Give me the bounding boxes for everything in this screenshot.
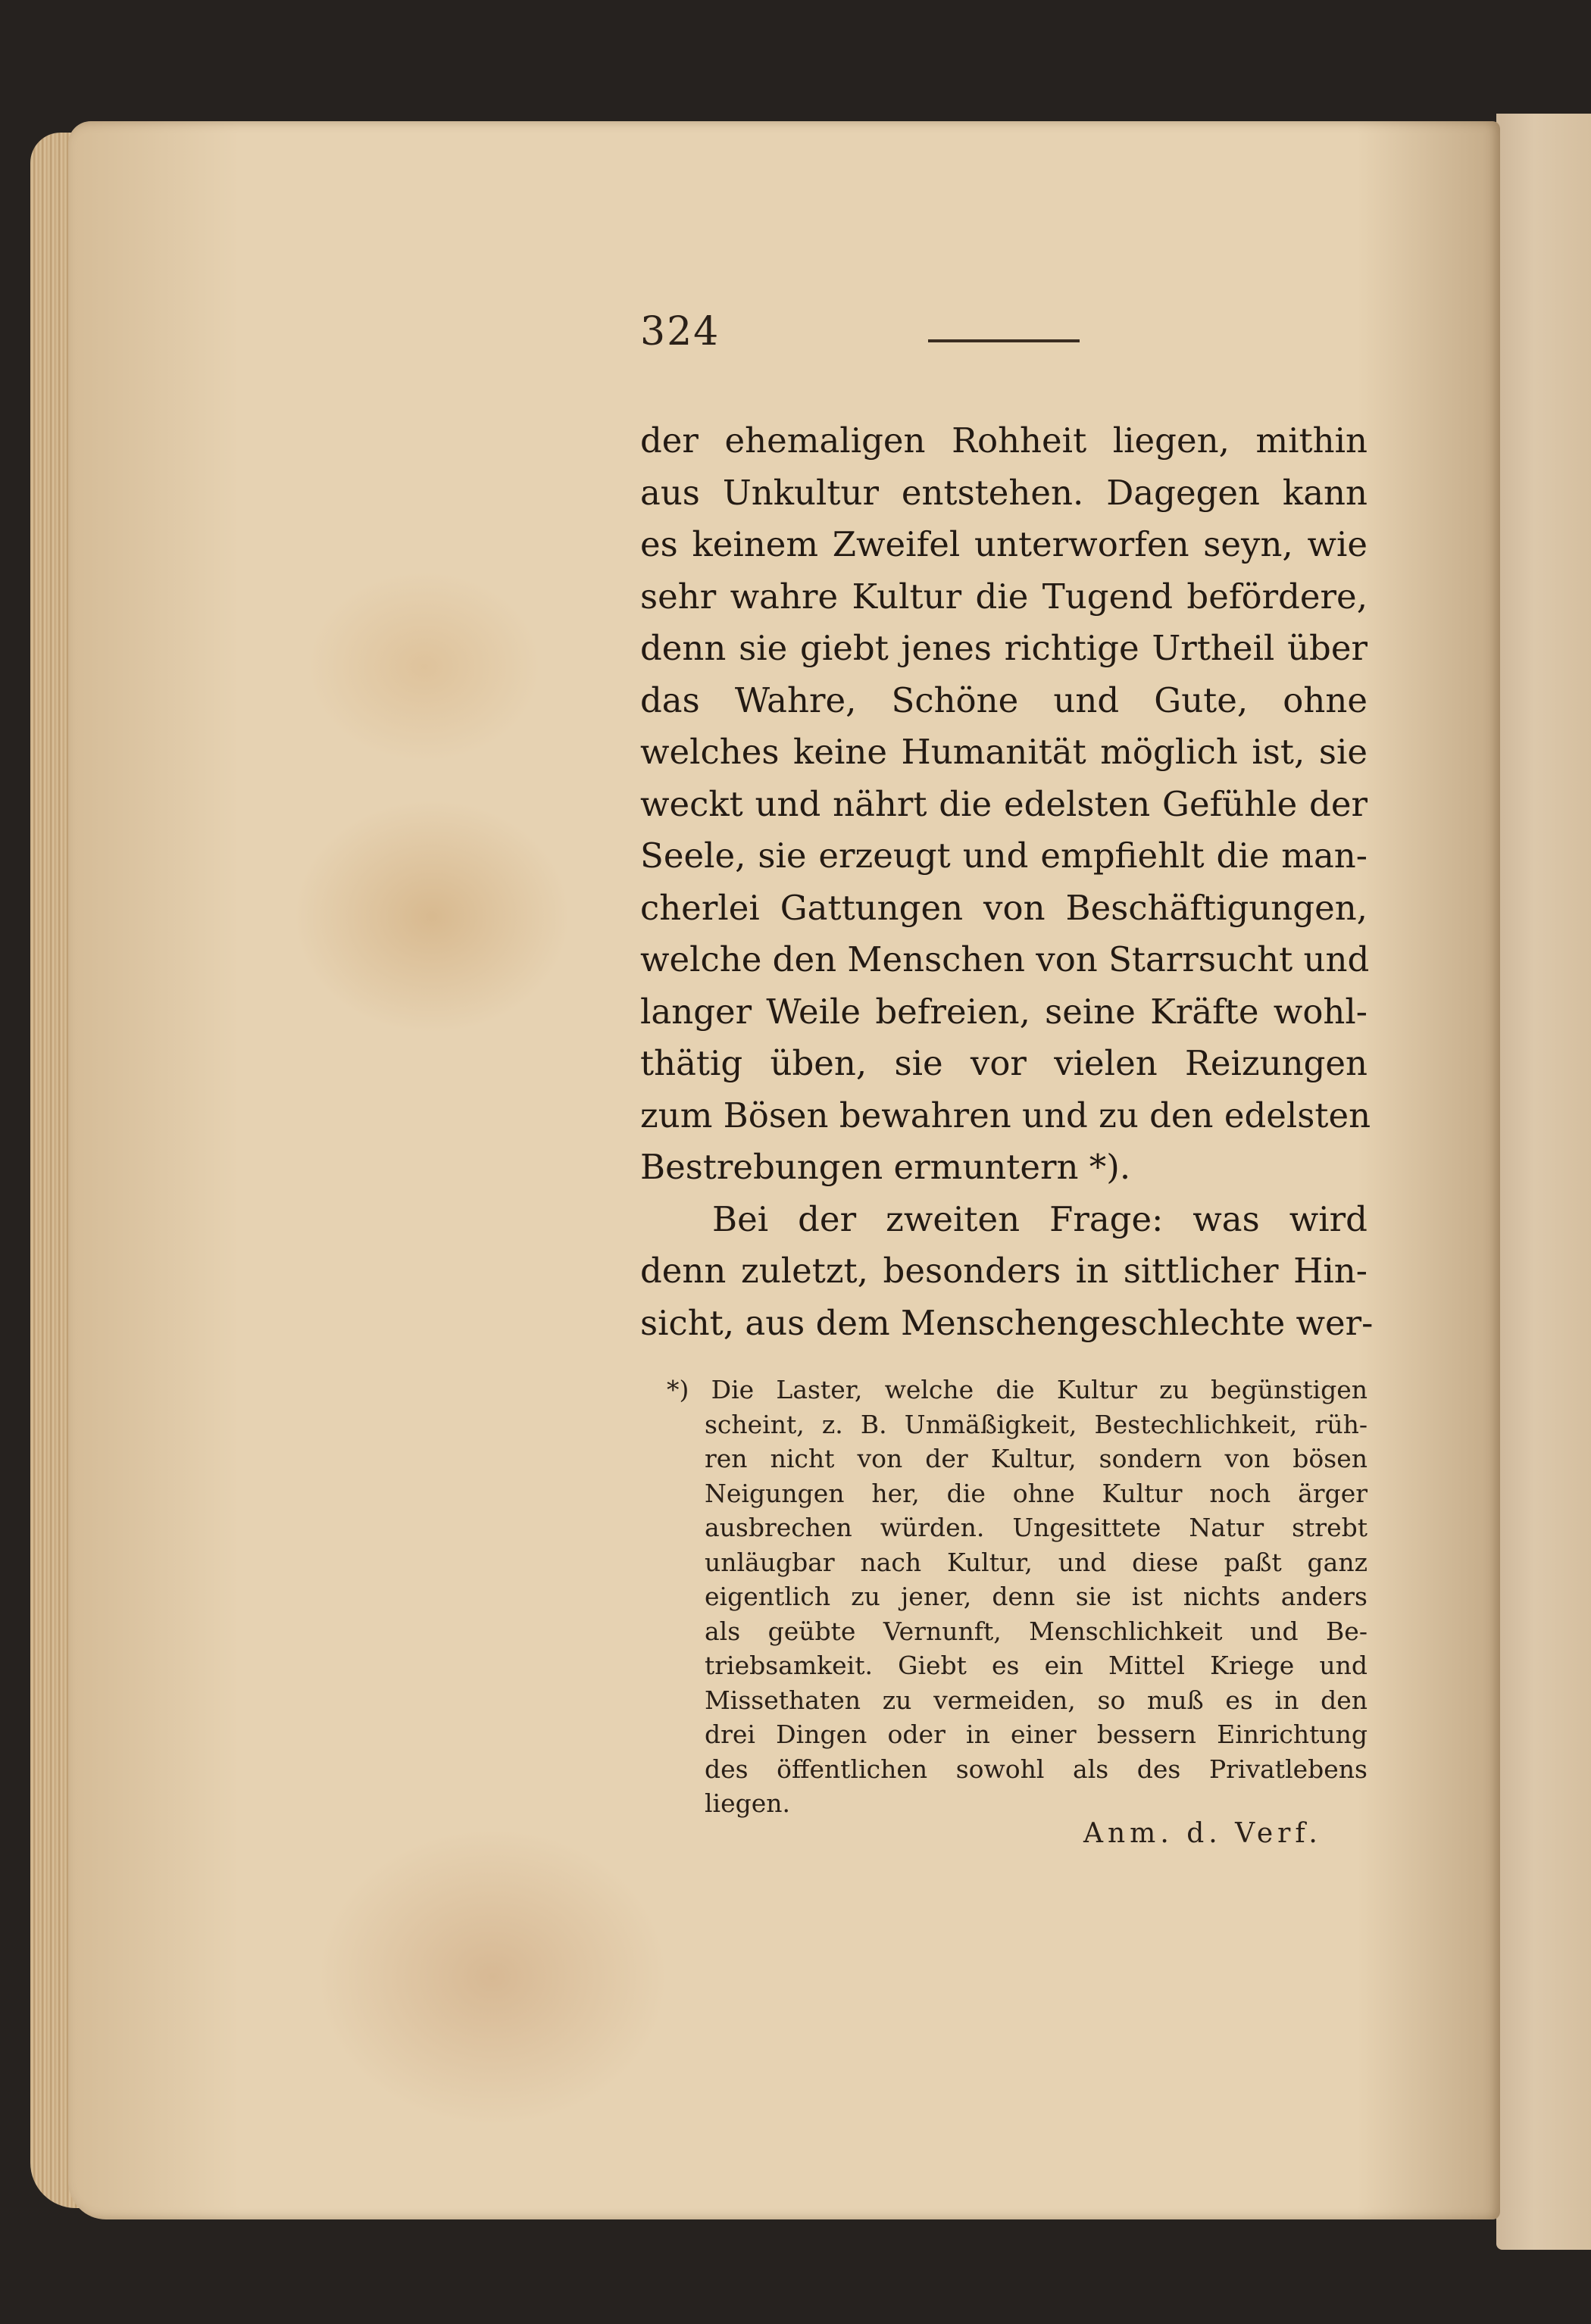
body-line: Bei der zweiten Frage: was wird [712, 1198, 1368, 1239]
footnote-line: eigentlich zu jener, denn sie ist nichts anders [705, 1582, 1368, 1611]
body-line: langer Weile befreien, seine Kräfte wohl- [640, 991, 1368, 1032]
footnote-line: als geübte Vernunft, Menschlichkeit und Be- [705, 1616, 1368, 1646]
footnote-line: des öffentlichen sowohl als des Privatlebens [705, 1754, 1368, 1784]
body-line: cherlei Gattungen von Beschäftigungen, [640, 887, 1368, 928]
body-line: sehr wahre Kultur die Tugend befördere, [640, 576, 1368, 617]
body-line: Bestrebungen ermuntern *). [640, 1147, 1131, 1187]
body-line: zum Bösen bewahren und zu den edelsten [640, 1095, 1371, 1135]
body-line: das Wahre, Schöne und Gute, ohne [640, 679, 1368, 720]
body-line: sicht, aus dem Menschengeschlechte wer- [640, 1302, 1374, 1343]
body-line: denn zuletzt, besonders in sittlicher Hin- [640, 1251, 1368, 1291]
body-line: denn sie giebt jenes richtige Urtheil über [640, 628, 1368, 668]
footnote-line: triebsamkeit. Giebt es ein Mittel Kriege und [705, 1651, 1368, 1680]
footnote-line: *) Die Laster, welche die Kultur zu begünstigen [667, 1375, 1368, 1404]
body-line: Seele, sie erzeugt und empfiehlt die man- [640, 836, 1368, 876]
footnote-line: unläugbar nach Kultur, und diese paßt ganz [705, 1547, 1368, 1577]
body-line: welche den Menschen von Starrsucht und [640, 939, 1370, 979]
footnote [667, 1373, 1368, 1821]
header-rule [928, 339, 1080, 342]
footnote-line: Neigungen her, die ohne Kultur noch ärger [705, 1478, 1368, 1508]
footnote-line: drei Dingen oder in einer bessern Einrichtung [705, 1720, 1368, 1749]
body-line: weckt und nährt die edelsten Gefühle der [640, 783, 1368, 824]
body-line: aus Unkultur entstehen. Dagegen kann [640, 472, 1368, 513]
footnote-signature: Anm. d. Verf. [1083, 1818, 1322, 1849]
facing-page-edge [1496, 114, 1591, 2250]
body-line: es keinem Zweifel unterworfen seyn, wie [640, 524, 1368, 564]
footnote-line: Missethaten zu vermeiden, so muß es in den [705, 1685, 1368, 1715]
body-line: thätig üben, sie vor vielen Reizungen [640, 1043, 1368, 1083]
footnote-line: ausbrechen würden. Ungesittete Natur strebt [705, 1513, 1368, 1542]
body-text [640, 415, 1374, 1349]
footnote-line: liegen. [705, 1788, 791, 1818]
footnote-line: scheint, z. B. Unmäßigkeit, Bestechlichkeit, rüh- [705, 1409, 1368, 1439]
body-line: welches keine Humanität möglich ist, sie [640, 732, 1368, 772]
body-line: der ehemaligen Rohheit liegen, mithin [640, 420, 1368, 461]
page-number: 324 [640, 309, 720, 355]
footnote-line: ren nicht von der Kultur, sondern von bösen [705, 1444, 1368, 1473]
